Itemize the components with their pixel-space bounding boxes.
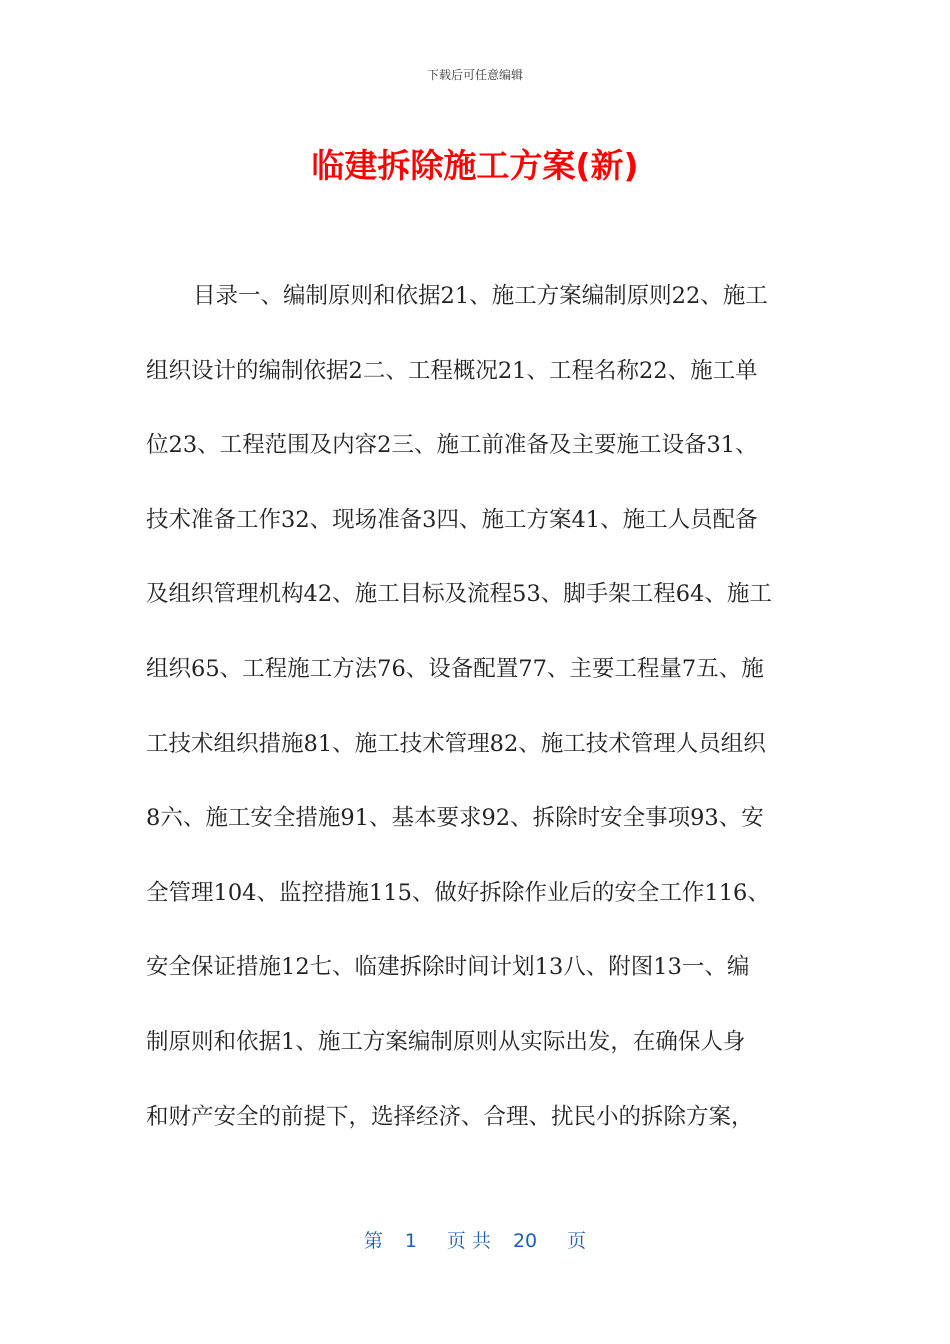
body-line: 工技术组织措施81、施工技术管理82、施工技术管理人员组织 (146, 730, 766, 757)
body-line: 及组织管理机构42、施工目标及流程53、脚手架工程64、施工 (146, 581, 772, 608)
body-line: 全管理104、监控措施115、做好拆除作业后的安全工作116、 (146, 879, 770, 906)
header-note: 下载后可任意编辑 (426, 68, 523, 82)
body-line: 8六、施工安全措施91、基本要求92、拆除时安全事项93、安 (146, 805, 764, 832)
document-title: 临建拆除施工方案(新) (311, 146, 639, 185)
body-line: 制原则和依据1、施工方案编制原则从实际出发，在确保人身 (146, 1028, 746, 1055)
footer-prefix: 第 (363, 1230, 383, 1252)
total-pages-number: 20 (512, 1230, 538, 1252)
footer-suffix: 页 (567, 1230, 587, 1252)
body-line: 位23、工程范围及内容2三、施工前准备及主要施工设备31、 (146, 432, 758, 459)
body-line: 技术准备工作32、现场准备3四、施工方案41、施工人员配备 (146, 506, 758, 533)
body-line: 组织65、工程施工方法76、设备配置77、主要工程量7五、施 (146, 655, 764, 682)
current-page-number: 1 (404, 1230, 417, 1252)
body-line: 和财产安全的前提下，选择经济、合理、扰民小的拆除方案， (146, 1103, 754, 1130)
footer-middle: 页 共 (446, 1230, 491, 1252)
page-footer (0, 1226, 950, 1253)
body-line: 组织设计的编制依据2二、工程概况21、工程名称22、施工单 (146, 357, 758, 384)
body-line: 目录一、编制原则和依据21、施工方案编制原则22、施工 (193, 283, 768, 309)
body-line: 安全保证措施12七、临建拆除时间计划13八、附图13一、编 (146, 954, 750, 981)
document-body (146, 276, 816, 1171)
